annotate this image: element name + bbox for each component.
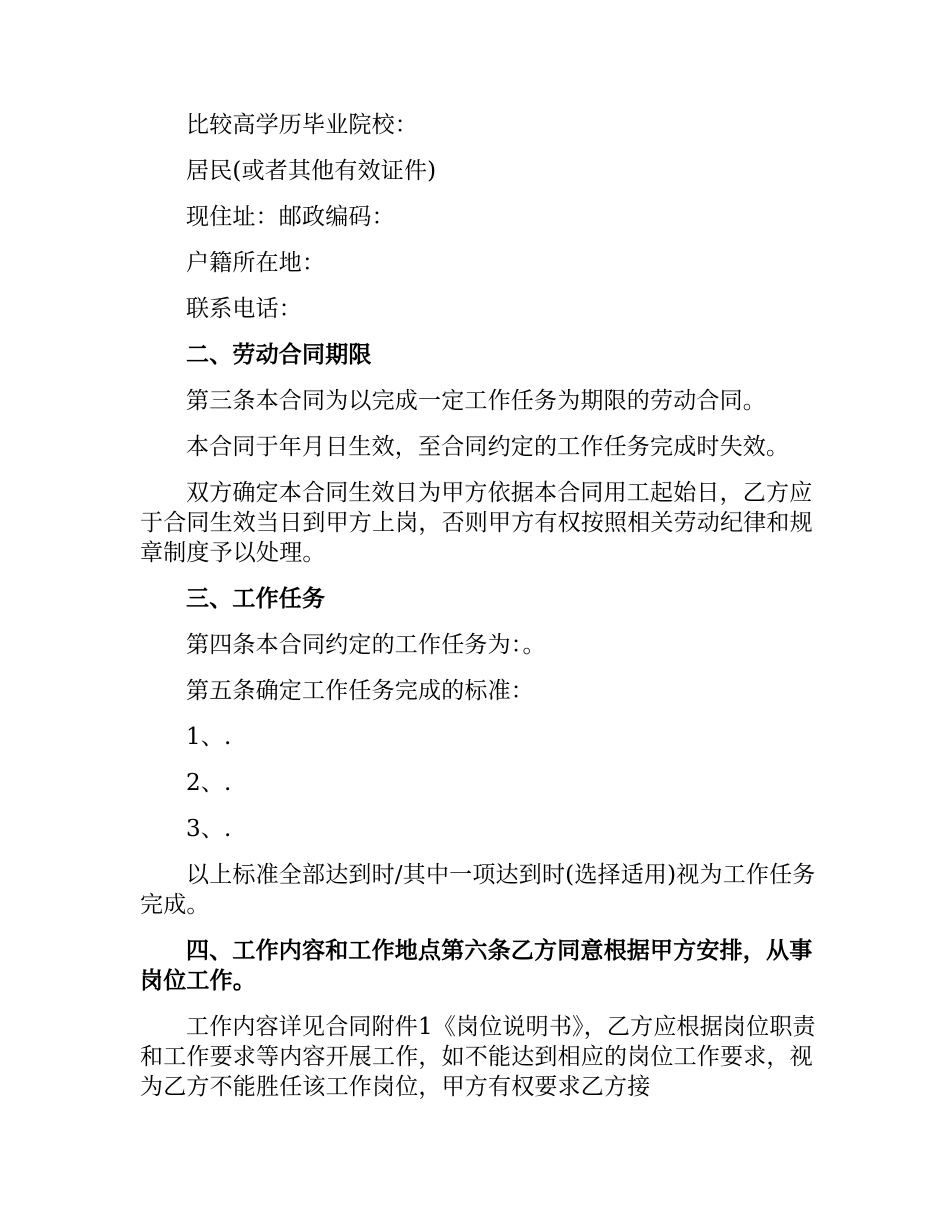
completion-clause: 以上标准全部达到时/其中一项达到时(选择适用)视为工作任务完成。 bbox=[140, 862, 816, 918]
field-phone: 联系电话： bbox=[186, 296, 302, 322]
start-date-clause: 双方确定本合同生效日为甲方依据本合同用工起始日，乙方应于合同生效当日到甲方上岗，否则甲方有权按照相关劳动纪律和规章制度予以处理。 bbox=[140, 480, 813, 566]
field-id-document: 居民(或者其他有效证件) bbox=[186, 158, 437, 184]
article-4: 第四条本合同约定的工作任务为：。 bbox=[186, 632, 546, 658]
field-household-registration: 户籍所在地： bbox=[186, 250, 326, 276]
section-heading-work-content-location: 四、工作内容和工作地点第六条乙方同意根据甲方安排，从事岗位工作。 bbox=[140, 938, 813, 994]
work-content-clause: 工作内容详见合同附件1《岗位说明书》，乙方应根据岗位职责和工作要求等内容开展工作，如不能达到相应的岗位工作要求，视为乙方不能胜任该工作岗位，甲方有权要求乙方接 bbox=[140, 1014, 816, 1100]
section-heading-contract-term: 二、劳动合同期限 bbox=[186, 342, 372, 368]
article-3: 第三条本合同为以完成一定工作任务为期限的劳动合同。 bbox=[186, 388, 766, 414]
standard-item-3: 3、. bbox=[186, 816, 232, 842]
contract-page bbox=[140, 110, 820, 1118]
field-education-school: 比较高学历毕业院校： bbox=[186, 112, 418, 138]
article-5: 第五条确定工作任务完成的标准： bbox=[186, 678, 534, 704]
effective-date-clause: 本合同于年月日生效，至合同约定的工作任务完成时失效。 bbox=[186, 434, 790, 460]
field-address-postcode: 现住址：邮政编码： bbox=[186, 204, 395, 230]
standard-item-2: 2、. bbox=[186, 770, 232, 796]
standard-item-1: 1、. bbox=[186, 724, 232, 750]
section-heading-work-task: 三、工作任务 bbox=[186, 586, 326, 612]
